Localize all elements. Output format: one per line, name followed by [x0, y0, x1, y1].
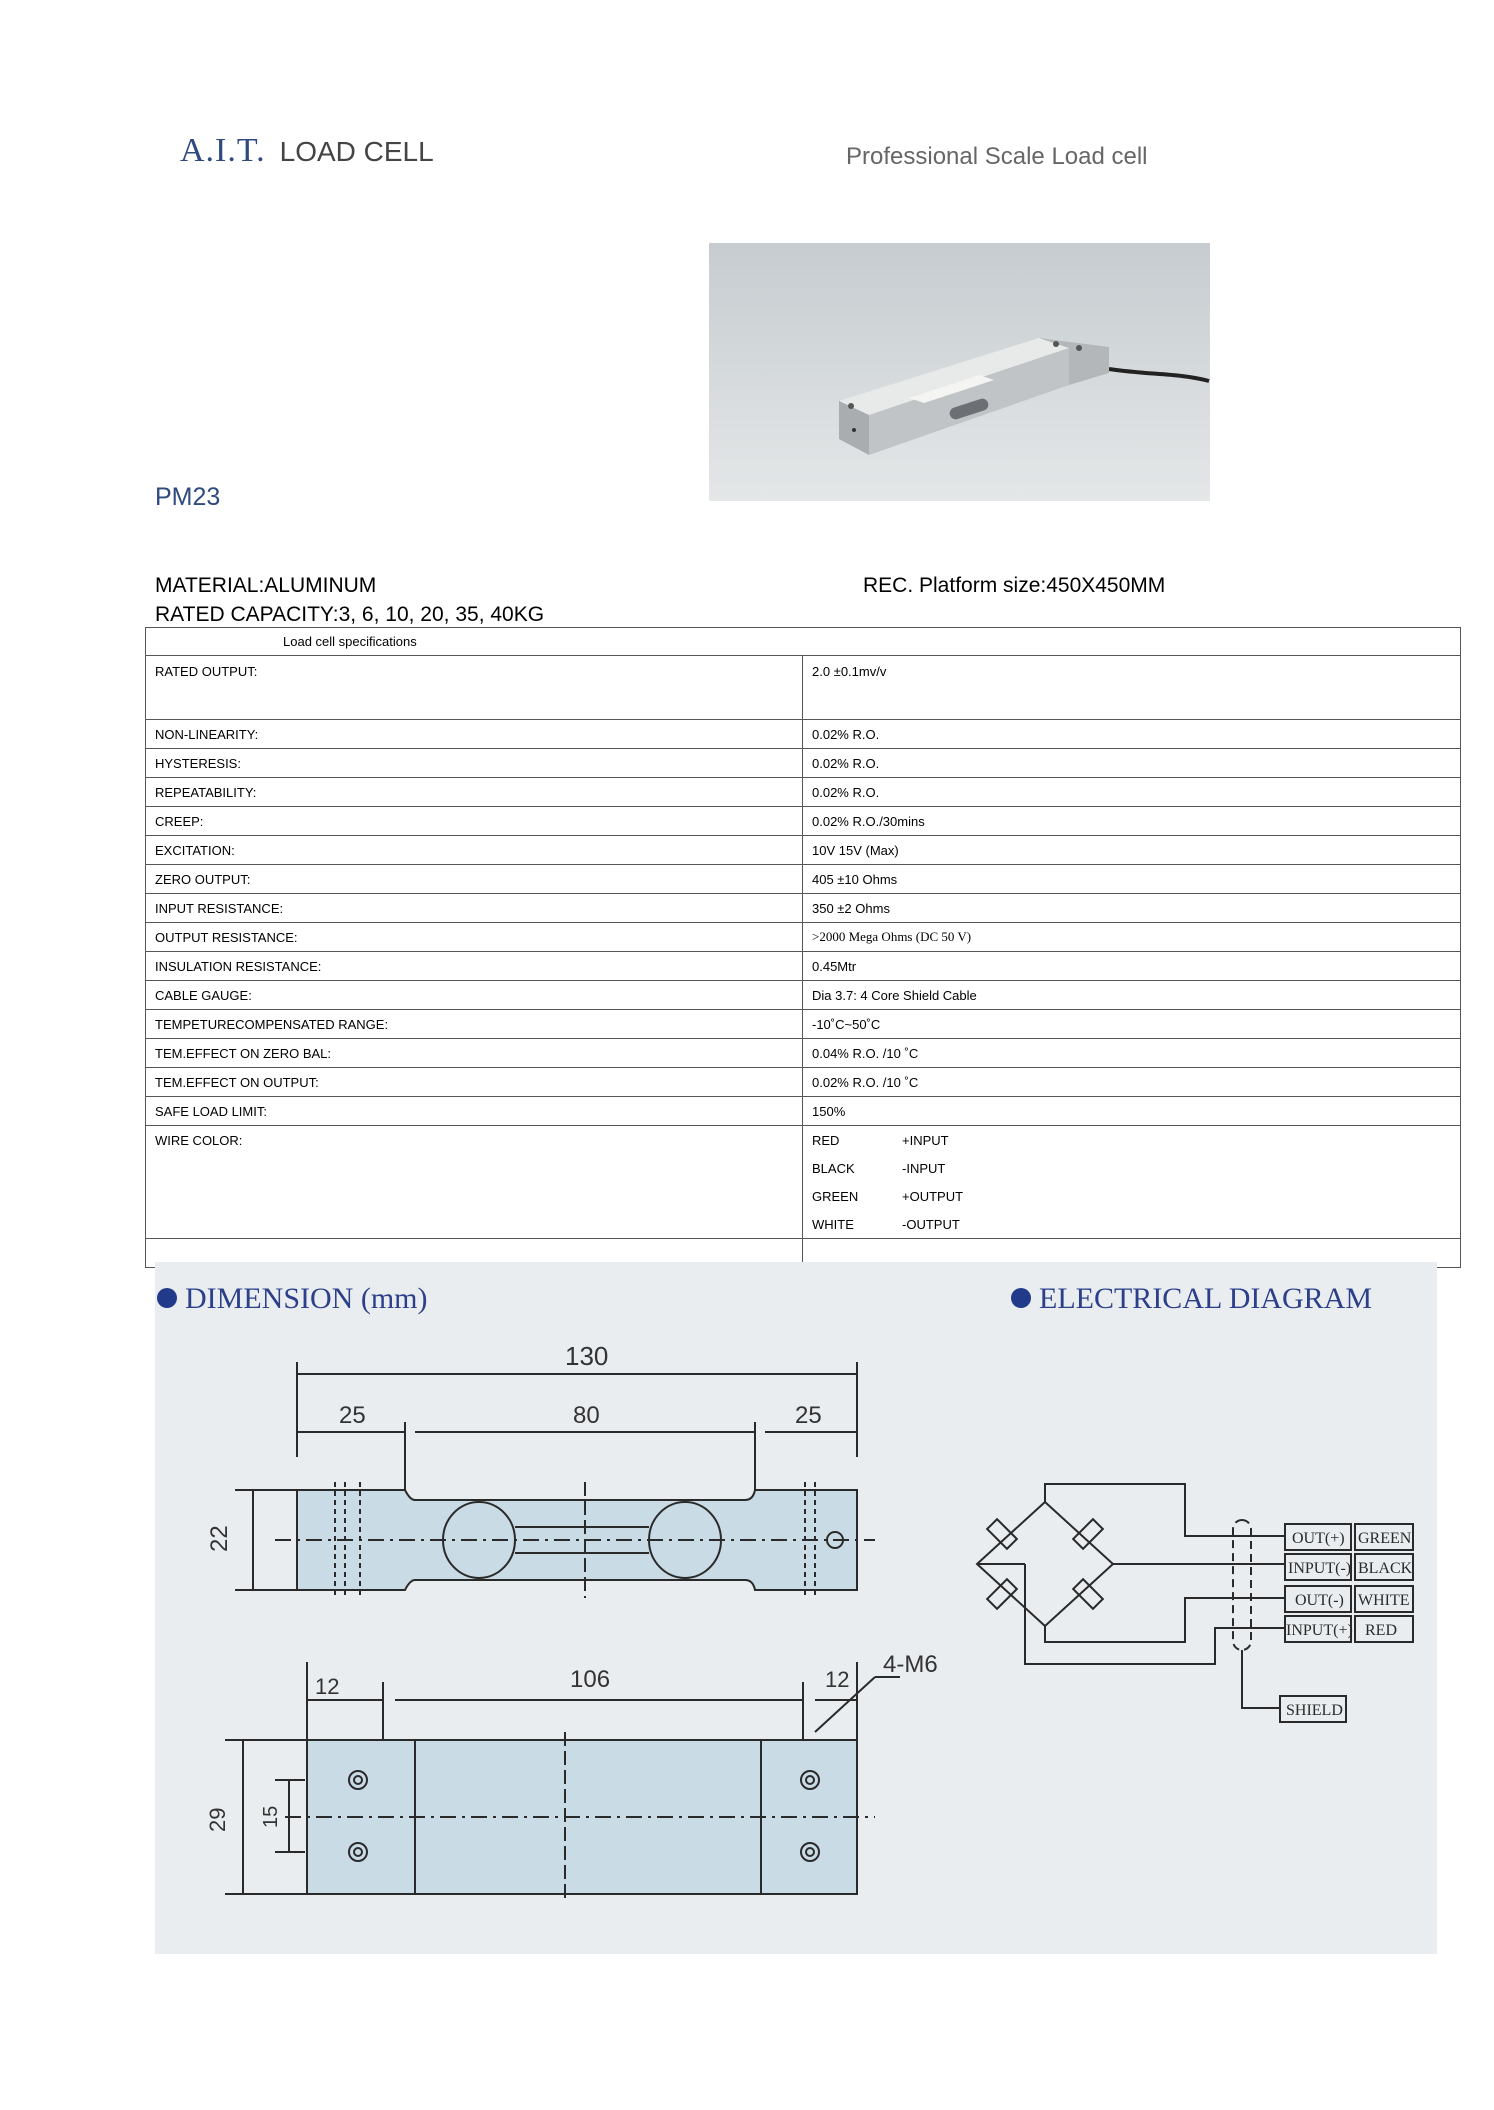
spec-value: 150%: [803, 1097, 1461, 1126]
spec-label: REPEATABILITY:: [146, 778, 803, 807]
table-row: [146, 749, 1461, 778]
table-row: [146, 1126, 1461, 1239]
terminal-color: BLACK: [1358, 1560, 1413, 1577]
wire-signal: +OUTPUT: [902, 1188, 964, 1204]
logo-brand: A.I.T.: [180, 132, 266, 169]
shield-label: SHIELD: [1286, 1702, 1343, 1719]
page-subtitle: Professional Scale Load cell: [846, 143, 1148, 170]
spec-value: 350 ±2 Ohms: [803, 894, 1461, 923]
table-row: [146, 656, 1461, 720]
wire-color: WHITE: [812, 1216, 854, 1232]
terminal-name: INPUT(-): [1288, 1560, 1352, 1577]
table-row: [146, 894, 1461, 923]
spec-value: Dia 3.7: 4 Core Shield Cable: [803, 981, 1461, 1010]
product-photo: [709, 243, 1210, 501]
dim-right-label: 25: [795, 1402, 822, 1429]
spec-value: >2000 Mega Ohms (DC 50 V): [803, 923, 1461, 952]
wire-signal: -OUTPUT: [902, 1216, 960, 1232]
spec-value: 0.02% R.O.: [803, 749, 1461, 778]
terminal-color: GREEN: [1358, 1530, 1412, 1547]
wire-color: BLACK: [812, 1160, 855, 1176]
table-row: [146, 1039, 1461, 1068]
brand-logo: [180, 132, 434, 170]
spec-value: 0.02% R.O.: [803, 720, 1461, 749]
dim-hole-right-label: 12: [825, 1667, 850, 1692]
wire-signal: +INPUT: [902, 1132, 949, 1148]
wire-color-list: [803, 1126, 1461, 1239]
wire-signal: -INPUT: [902, 1160, 946, 1176]
table-row: [146, 1068, 1461, 1097]
spec-label: ZERO OUTPUT:: [146, 865, 803, 894]
spec-table: [145, 627, 1461, 1268]
dim-width-label: 29: [205, 1807, 230, 1832]
spec-label: INSULATION RESISTANCE:: [146, 952, 803, 981]
table-row: [146, 865, 1461, 894]
spec-value: -10˚C~50˚C: [803, 1010, 1461, 1039]
platform-size-text: REC. Platform size:450X450MM: [863, 574, 1166, 597]
electrical-title: ELECTRICAL DIAGRAM: [1039, 1282, 1373, 1315]
wire-item: [812, 1154, 1451, 1182]
spec-value: 0.04% R.O. /10 ˚C: [803, 1039, 1461, 1068]
terminal-color: WHITE: [1358, 1592, 1410, 1609]
logo-sub: LOAD CELL: [279, 136, 434, 167]
wire-item: [812, 1126, 1451, 1154]
terminal-name: OUT(-): [1295, 1592, 1344, 1609]
spec-label: CREEP:: [146, 807, 803, 836]
table-row: [146, 720, 1461, 749]
spec-label: INPUT RESISTANCE:: [146, 894, 803, 923]
wire-item: [812, 1210, 1451, 1238]
wire-color: RED: [812, 1132, 840, 1148]
spec-label: TEMPETURECOMPENSATED RANGE:: [146, 1010, 803, 1039]
spec-value: 0.02% R.O. /10 ˚C: [803, 1068, 1461, 1097]
table-row: [146, 836, 1461, 865]
model-number: PM23: [155, 483, 221, 511]
spec-value: 10V 15V (Max): [803, 836, 1461, 865]
table-row: [146, 952, 1461, 981]
material-text: MATERIAL:ALUMINUM: [155, 574, 377, 597]
wire-item: [812, 1182, 1451, 1210]
dimension-title: DIMENSION (mm): [185, 1282, 428, 1315]
dimension-drawing: [155, 1262, 1437, 1954]
terminal-name: INPUT(+): [1286, 1622, 1353, 1639]
bullet-icon: [157, 1288, 177, 1308]
dim-hole-pitch-label: 15: [260, 1805, 282, 1828]
wire-color: GREEN: [812, 1188, 859, 1204]
spec-label: TEM.EFFECT ON OUTPUT:: [146, 1068, 803, 1097]
spec-label: SAFE LOAD LIMIT:: [146, 1097, 803, 1126]
dim-hole-left-label: 12: [315, 1674, 340, 1699]
capacity-text: RATED CAPACITY:3, 6, 10, 20, 35, 40KG: [155, 603, 545, 626]
dim-height-label: 22: [206, 1525, 233, 1552]
terminal-color: RED: [1365, 1622, 1397, 1639]
table-row: [146, 807, 1461, 836]
bullet-icon: [1011, 1288, 1031, 1308]
spec-value: 405 ±10 Ohms: [803, 865, 1461, 894]
spec-value: 2.0 ±0.1mv/v: [803, 656, 1461, 720]
dim-hole-span-label: 106: [570, 1666, 611, 1693]
spec-label: NON-LINEARITY:: [146, 720, 803, 749]
spec-value: 0.02% R.O.: [803, 778, 1461, 807]
spec-value: 0.02% R.O./30mins: [803, 807, 1461, 836]
spec-value: 0.45Mtr: [803, 952, 1461, 981]
spec-label: EXCITATION:: [146, 836, 803, 865]
spec-label: CABLE GAUGE:: [146, 981, 803, 1010]
spec-label: TEM.EFFECT ON ZERO BAL:: [146, 1039, 803, 1068]
terminal-name: OUT(+): [1292, 1530, 1345, 1547]
table-row: [146, 1010, 1461, 1039]
spec-label: RATED OUTPUT:: [146, 656, 803, 720]
spec-label: OUTPUT RESISTANCE:: [146, 923, 803, 952]
table-row: [146, 923, 1461, 952]
dim-total-label: 130: [565, 1341, 609, 1371]
spec-label: HYSTERESIS:: [146, 749, 803, 778]
table-row: [146, 778, 1461, 807]
spec-table-title: Load cell specifications: [146, 628, 1461, 656]
dim-left-label: 25: [339, 1402, 366, 1429]
spec-label: WIRE COLOR:: [146, 1126, 803, 1239]
table-row: [146, 981, 1461, 1010]
dim-thread-label: 4-M6: [883, 1651, 938, 1678]
table-row: [146, 1097, 1461, 1126]
dim-mid-label: 80: [573, 1402, 600, 1429]
